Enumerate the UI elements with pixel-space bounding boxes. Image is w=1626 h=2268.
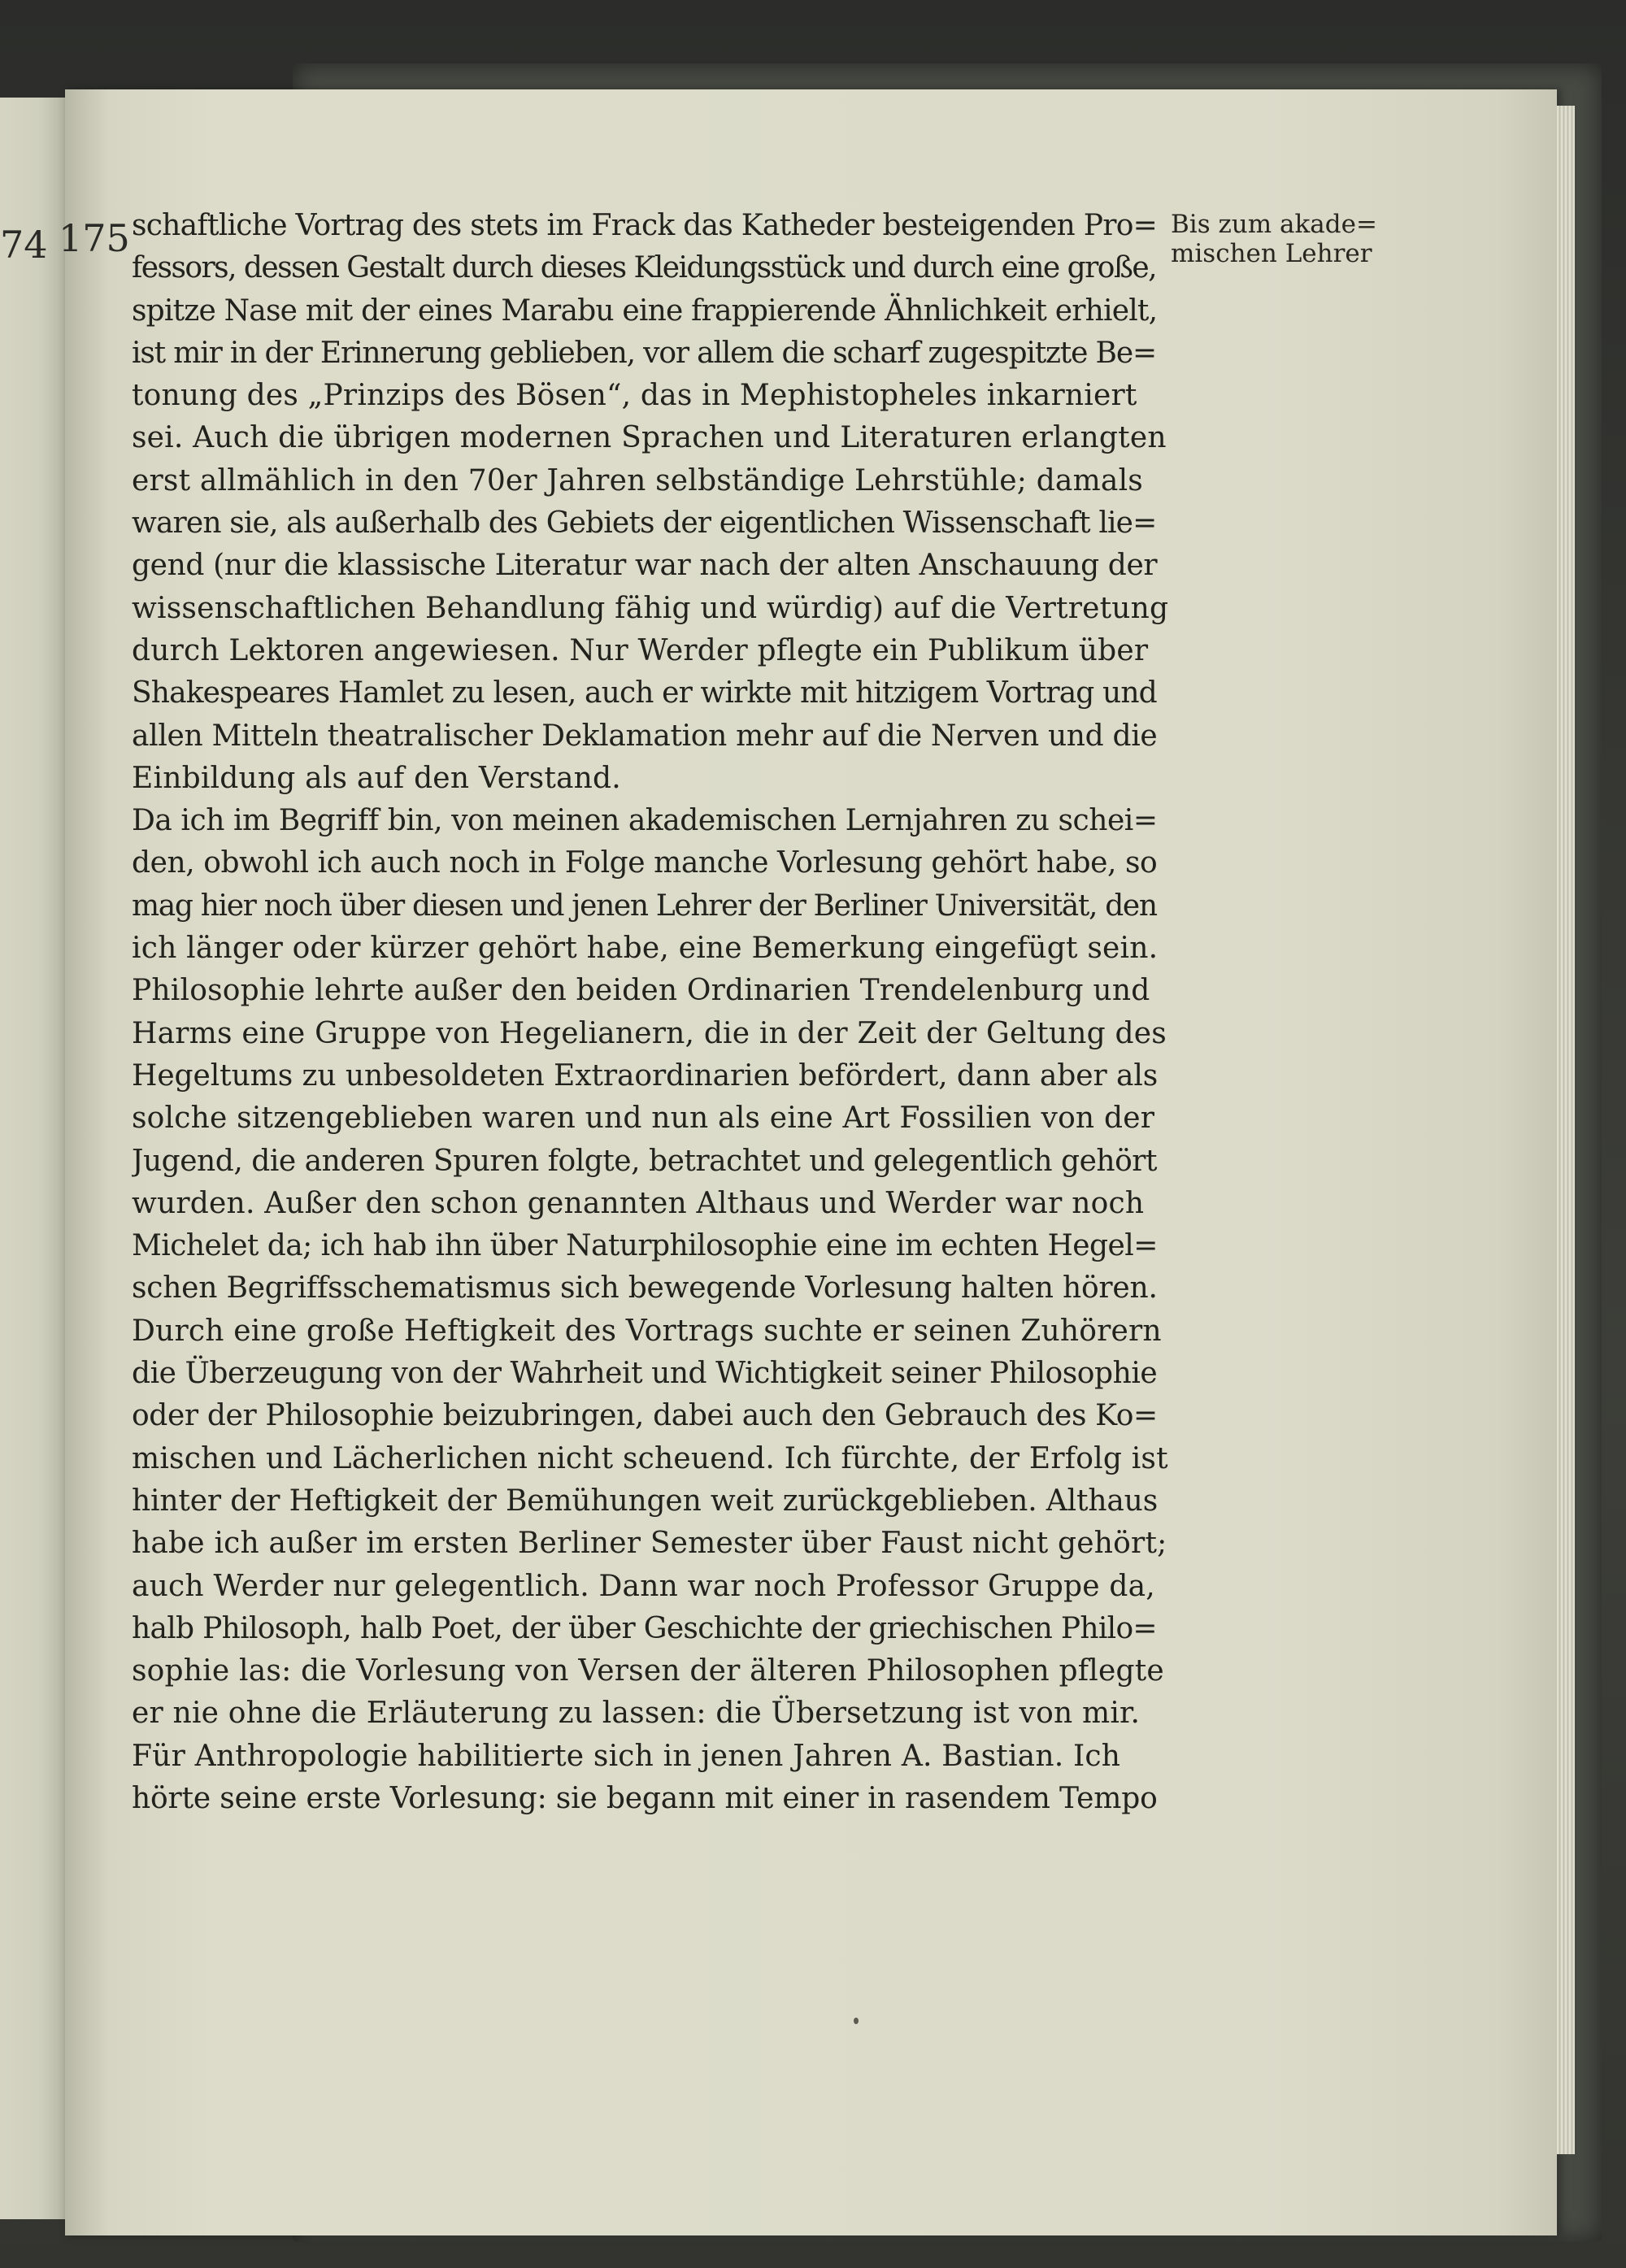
text-line: die Überzeugung von der Wahrheit und Wichtigkeit seiner Philosophie: [132, 1357, 1158, 1391]
text-line: wissenschaftlichen Behandlung fähig und würdig) auf die Vertretung: [132, 591, 1168, 625]
text-line: ich länger oder kürzer gehört habe, eine Bemerkung eingefügt sein.: [132, 932, 1159, 966]
section-number: 175: [59, 216, 130, 260]
text-line: hinter der Heftigkeit der Bemühungen weit zurückgeblieben. Althaus: [132, 1484, 1159, 1518]
text-line: durch Lektoren angewiesen. Nur Werder pflegte ein Publikum über: [132, 633, 1149, 667]
margin-note-line: mischen Lehrer: [1171, 239, 1372, 268]
text-line: oder der Philosophie beizubringen, dabei auch den Gebrauch des Ko=: [132, 1399, 1158, 1433]
page-stack-edge: [1557, 106, 1575, 2154]
text-line: solche sitzengeblieben waren und nun als eine Art Fossilien von der: [132, 1101, 1155, 1136]
text-line: Philosophie lehrte außer den beiden Ordinarien Trendelenburg und: [132, 974, 1150, 1008]
text-line: mischen und Lächerlichen nicht scheuend. Ich fürchte, der Erfolg ist: [132, 1441, 1168, 1475]
text-line: Durch eine große Heftigkeit des Vortrags suchte er seinen Zuhörern: [132, 1314, 1162, 1348]
text-line: mag hier noch über diesen und jenen Lehrer der Berliner Universität, den: [132, 889, 1157, 923]
text-line: gend (nur die klassische Literatur war nach der alten Anschauung der: [132, 549, 1158, 583]
text-line: fessors, dessen Gestalt durch dieses Kleidungsstück und durch eine große,: [132, 251, 1157, 285]
text-line: schaftliche Vortrag des stets im Frack das Katheder besteigenden Pro=: [132, 209, 1158, 242]
text-line: Für Anthropologie habilitierte sich in jenen Jahren A. Bastian. Ich: [132, 1739, 1121, 1773]
text-line: spitze Nase mit der eines Marabu eine frappierende Ähnlichkeit erhielt,: [132, 293, 1158, 328]
text-line: Jugend, die anderen Spuren folgte, betrachtet und gelegentlich gehört: [132, 1144, 1158, 1178]
text-line: erst allmählich in den 70er Jahren selbständige Lehrstühle; damals: [132, 463, 1143, 497]
text-line: sophie las: die Vorlesung von Versen der älteren Philosophen pflegte: [132, 1654, 1164, 1688]
text-line: er nie ohne die Erläuterung zu lassen: die Übersetzung ist von mir.: [132, 1697, 1141, 1731]
text-line: habe ich außer im ersten Berliner Semester über Faust nicht gehört;: [132, 1527, 1167, 1561]
previous-page-number: 74: [0, 223, 48, 267]
margin-note: [1171, 210, 1382, 268]
text-line: ist mir in der Erinnerung geblieben, vor allem die scharf zugespitzte Be=: [132, 336, 1156, 370]
text-line: Harms eine Gruppe von Hegelianern, die in der Zeit der Geltung des: [132, 1016, 1167, 1050]
body-text: [132, 205, 1168, 1820]
paper-speck: [854, 2018, 859, 2024]
text-line: wurden. Außer den schon genannten Althaus und Werder war noch: [132, 1186, 1145, 1220]
text-line: Michelet da; ich hab ihn über Naturphilosophie eine im echten Hegel=: [132, 1229, 1158, 1263]
text-line: hörte seine erste Vorlesung: sie begann mit einer in rasendem Tempo: [132, 1781, 1158, 1815]
text-line: Einbildung als auf den Verstand.: [132, 761, 621, 795]
text-line: allen Mitteln theatralischer Deklamation mehr auf die Nerven und die: [132, 719, 1158, 753]
text-line: tonung des „Prinzips des Bösen“, das in Mephistopheles inkarniert: [132, 379, 1137, 413]
margin-note-line: Bis zum akade=: [1171, 210, 1377, 239]
text-line: schen Begriffsschematismus sich bewegende Vorlesung halten hören.: [132, 1271, 1158, 1306]
text-line: waren sie, als außerhalb des Gebiets der eigentlichen Wissenschaft lie=: [132, 506, 1157, 541]
text-line: Shakespeares Hamlet zu lesen, auch er wirkte mit hitzigem Vortrag und: [132, 676, 1157, 710]
text-line: Hegeltums zu unbesoldeten Extraordinarien befördert, dann aber als: [132, 1058, 1159, 1093]
text-line: auch Werder nur gelegentlich. Dann war noch Professor Gruppe da,: [132, 1569, 1155, 1603]
text-line: Da ich im Begriff bin, von meinen akademischen Lernjahren zu schei=: [132, 804, 1158, 838]
text-line: sei. Auch die übrigen modernen Sprachen und Literaturen erlangten: [132, 421, 1167, 455]
left-page-edge: [0, 98, 67, 2219]
text-line: halb Philosoph, halb Poet, der über Geschichte der griechischen Philo=: [132, 1611, 1157, 1645]
text-line: den, obwohl ich auch noch in Folge manche Vorlesung gehört habe, so: [132, 846, 1158, 880]
